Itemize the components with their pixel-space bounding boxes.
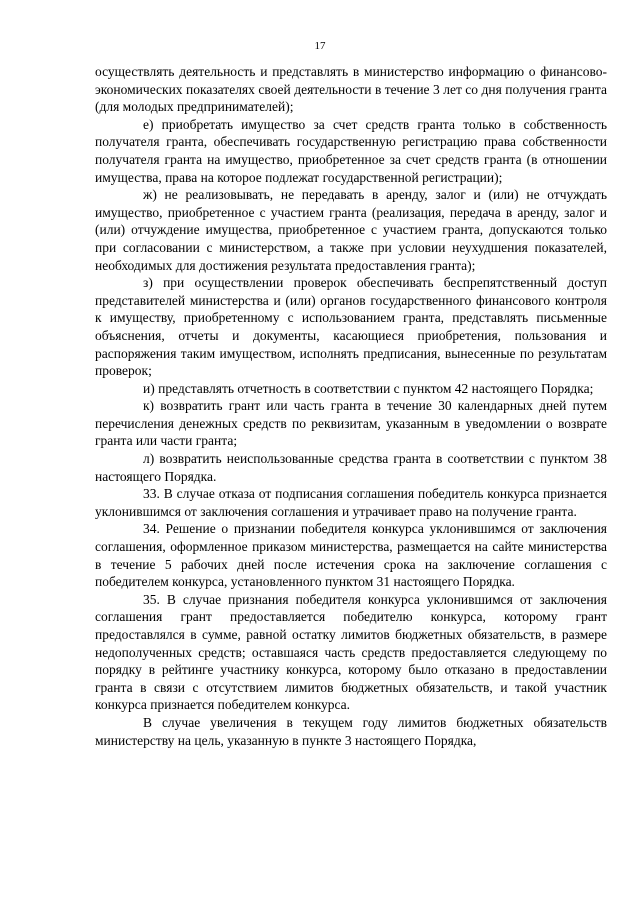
paragraph-item-k: к) возвратить грант или часть гранта в течение 30 календарных дней путем перечисления денежных средств по реквизитам, указанным в уведомлении о возврате гранта или части гранта; <box>95 398 607 449</box>
paragraph-33: 33. В случае отказа от подписания соглашения победитель конкурса признается уклонившимся от заключения соглашения и утрачивает право на получение гранта. <box>95 486 607 519</box>
paragraph-item-i: и) представлять отчетность в соответствии с пунктом 42 настоящего Порядка; <box>143 380 594 396</box>
paragraph-34: 34. Решение о признании победителя конкурса уклонившимся от заключения соглашения, оформленное приказом министерства, размещается на сайте министерства в течение 5 рабочих дней после истечения срока на заключение соглашения с победителем конкурса, установленного пунктом 31 настоящего Порядка. <box>95 521 607 590</box>
paragraph-35-cont: В случае увеличения в текущем году лимитов бюджетных обязательств министерству на цель, указанную в пункте 3 настоящего Порядка, <box>95 714 607 748</box>
paragraph-item-zh: ж) не реализовывать, не передавать в аренду, залог и (или) не отчуждать имущество, приобретенное с участием гранта (реализация, передача в аренду, залог и (или) отчуждение имущества, приобретенное с участием гранта, допускаются только при согласовании с министерством, а также при условии неухудшения показателей, необходимых для достижения результата предоставления гранта); <box>95 187 607 273</box>
page-number: 17 <box>314 40 326 52</box>
paragraph-continuation: осуществлять деятельность и представлять в министерство информацию о финансово-экономических показателях своей деятельности в течение 3 лет со дня получения гранта (для молодых предпринимателей); <box>95 64 607 115</box>
paragraph-item-z: з) при осуществлении проверок обеспечивать беспрепятственный доступ представителей министерства и (или) органов государственного финансового контроля к имуществу, приобретенному с использованием гранта, представлять письменные объяснения, отчеты и документы, касающиеся приобретения, пользования и распоряжения таким имуществом, исполнять предписания, вынесенные по результатам проверок; <box>95 275 607 379</box>
document-body <box>95 63 607 749</box>
paragraph-35: 35. В случае признания победителя конкурса уклонившимся от заключения соглашения грант предоставляется победителю конкурса, которому грант предоставлялся в сумме, равной остатку лимитов бюджетных обязательств, в размере недополученных средств; оставшаяся часть средств предоставляется следующему по порядку в рейтинге участнику конкурса, которому было отказано в предоставлении гранта в связи с отсутствием лимитов бюджетных обязательств, и такой участник конкурса признается победителем конкурса. <box>95 591 607 713</box>
paragraph-item-e: е) приобретать имущество за счет средств гранта только в собственность получателя гранта, обеспечивать государственную регистрацию права собственности получателя гранта на имущество, приобретенное за счет средств гранта (в отношении имущества, права на которое подлежат государственной регистрации); <box>95 116 607 185</box>
paragraph-item-l: л) возвратить неиспользованные средства гранта в соответствии с пунктом 38 настоящего Порядка. <box>95 451 607 484</box>
